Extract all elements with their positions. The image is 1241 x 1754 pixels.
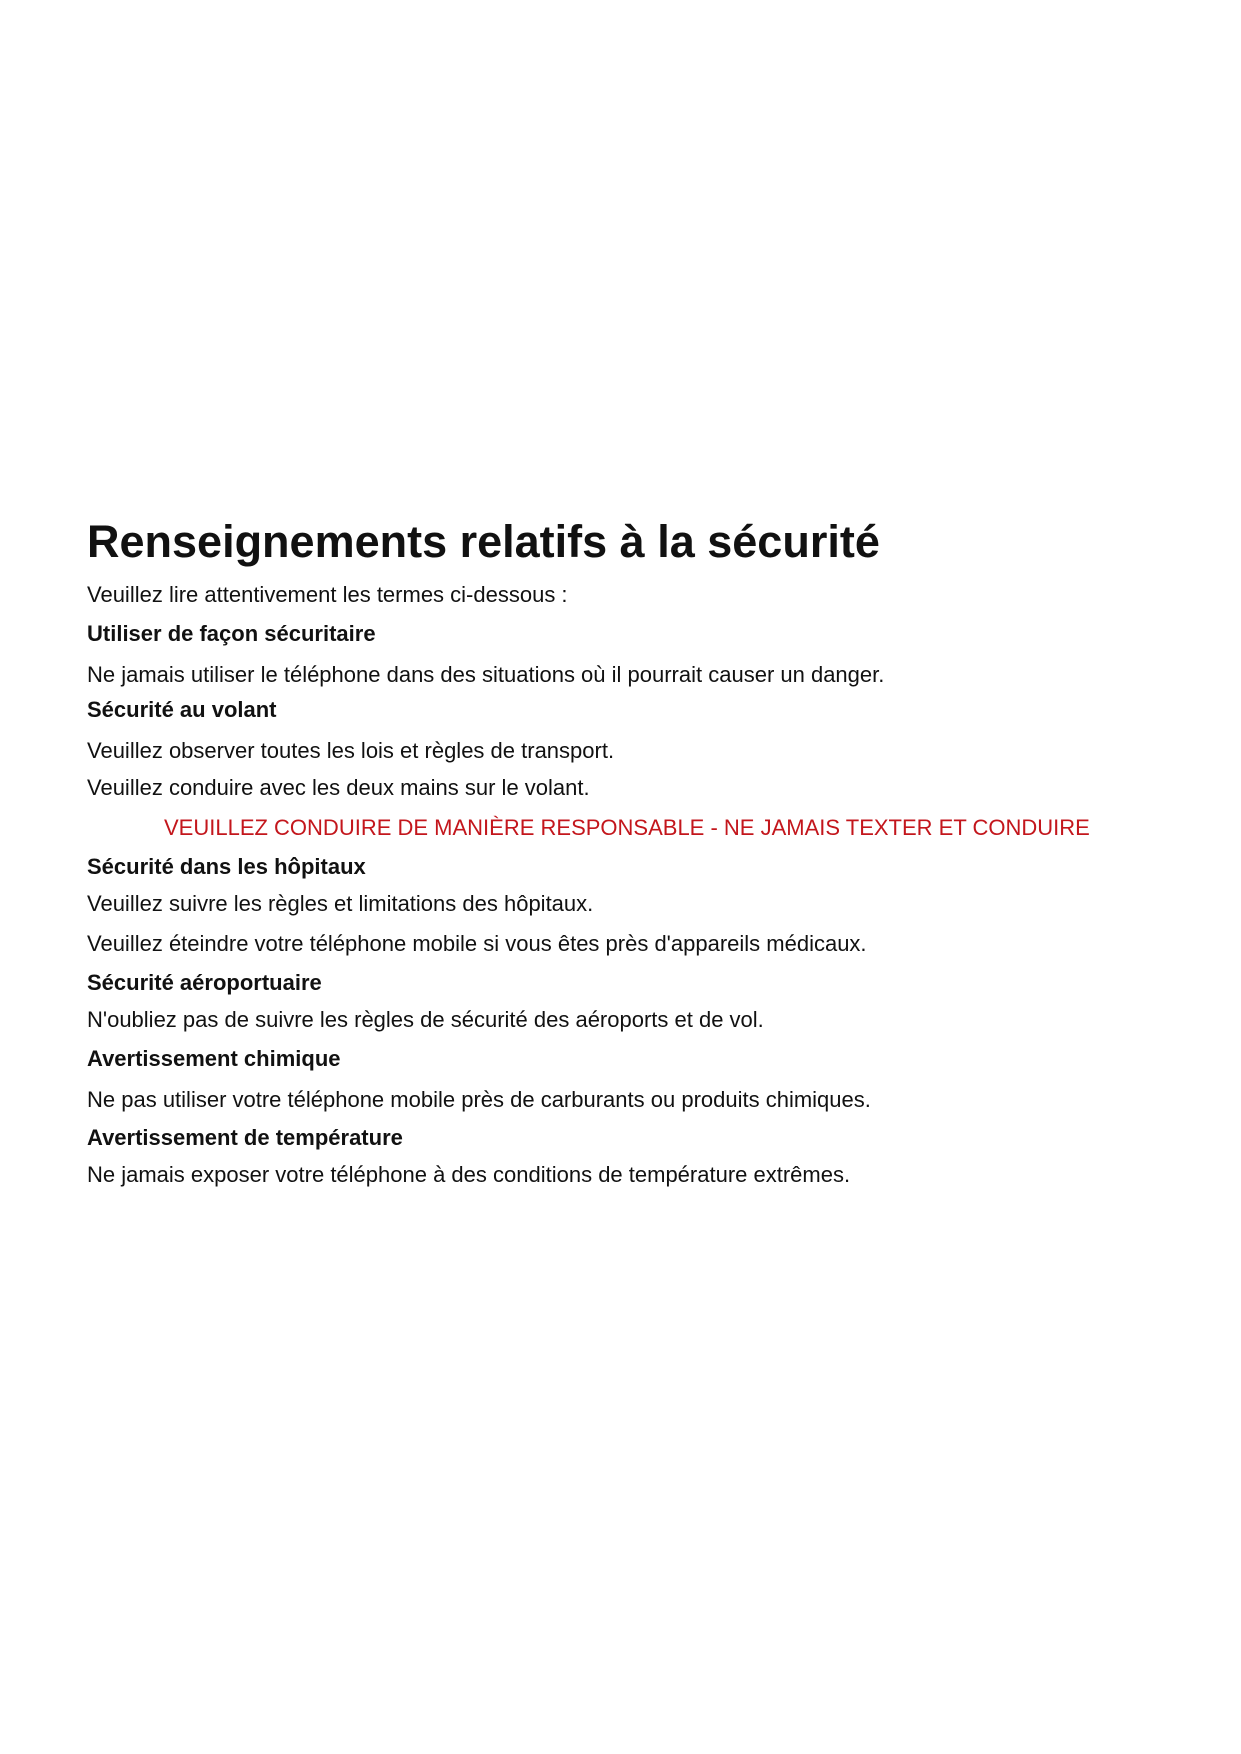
- intro-text: Veuillez lire attentivement les termes ci-dessous :: [87, 582, 568, 607]
- chemical-heading: Avertissement chimique: [87, 1046, 341, 1071]
- driving-heading: Sécurité au volant: [87, 697, 277, 722]
- hospitals-text-1: Veuillez suivre les règles et limitations des hôpitaux.: [87, 891, 594, 916]
- temperature-heading: Avertissement de température: [87, 1125, 403, 1150]
- airport-text: N'oubliez pas de suivre les règles de sécurité des aéroports et de vol.: [87, 1007, 764, 1032]
- temperature-text: Ne jamais exposer votre téléphone à des conditions de température extrêmes.: [87, 1162, 851, 1187]
- chemical-text: Ne pas utiliser votre téléphone mobile près de carburants ou produits chimiques.: [87, 1087, 871, 1112]
- safety-document: [87, 515, 1167, 1188]
- hospitals-heading: Sécurité dans les hôpitaux: [87, 854, 366, 879]
- safe-use-text: Ne jamais utiliser le téléphone dans des situations où il pourrait causer un danger.: [87, 662, 885, 687]
- airport-heading: Sécurité aéroportuaire: [87, 970, 322, 995]
- safe-use-heading: Utiliser de façon sécuritaire: [87, 621, 376, 646]
- page-title: Renseignements relatifs à la sécurité: [87, 516, 880, 567]
- hospitals-text-2: Veuillez éteindre votre téléphone mobile si vous êtes près d'appareils médicaux.: [87, 931, 867, 956]
- driving-warning: VEUILLEZ CONDUIRE DE MANIÈRE RESPONSABLE - NE JAMAIS TEXTER ET CONDUIRE: [164, 815, 1090, 840]
- driving-text-2: Veuillez conduire avec les deux mains sur le volant.: [87, 775, 590, 800]
- driving-text-1: Veuillez observer toutes les lois et règles de transport.: [87, 738, 615, 763]
